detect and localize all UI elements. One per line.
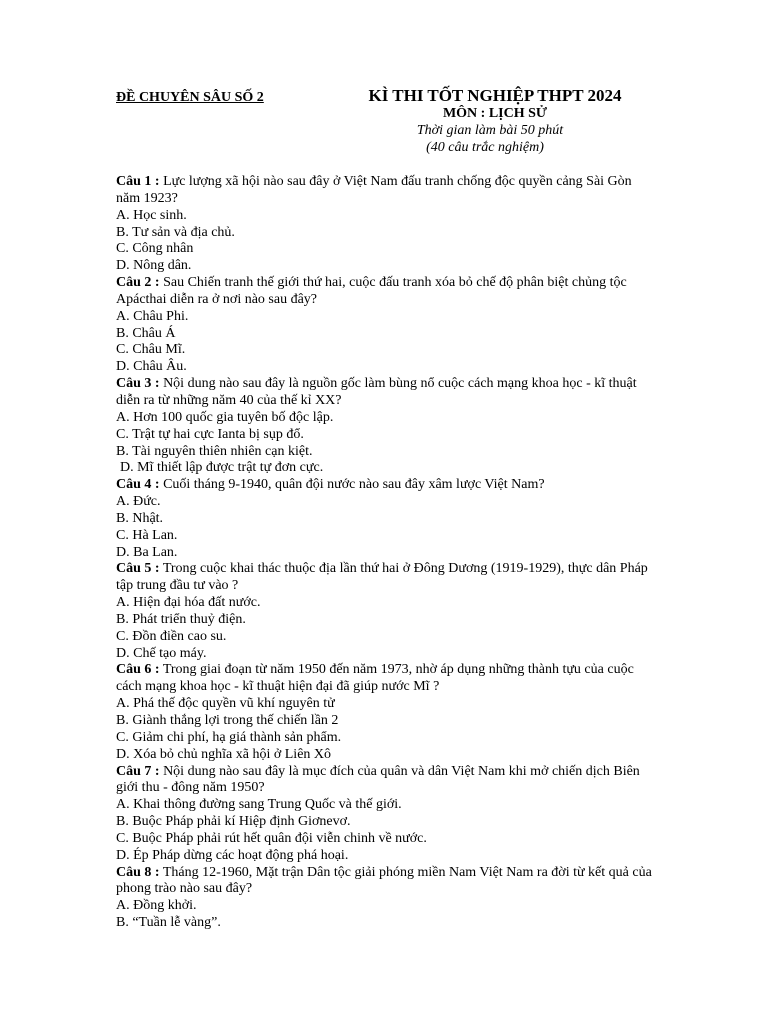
question-text: Cuối tháng 9-1940, quân đội nước nào sau đây xâm lược Việt Nam? — [163, 477, 545, 493]
answer-option: D. Nông dân. — [116, 258, 192, 274]
question-label: Câu 1 : — [116, 174, 160, 189]
subject-line: MÔN : LỊCH SỬ — [442, 106, 548, 121]
question-stem — [116, 275, 656, 309]
answer-option: C. Buộc Pháp phải rút hết quân đội viễn chinh về nước. — [116, 830, 427, 846]
answer-option: A. Học sinh. — [116, 207, 187, 223]
question-label: Câu 8 : — [116, 864, 160, 880]
question-list — [116, 174, 656, 932]
question-label: Câu 4 : — [116, 477, 160, 493]
question-stem — [116, 764, 656, 798]
question-stem — [116, 477, 656, 494]
answer-option: D. Xóa bỏ chủ nghĩa xã hội ở Liên Xô — [116, 746, 332, 762]
answer-option: B. Tư sản và địa chủ. — [116, 224, 235, 240]
question-text: Trong giai đoạn từ năm 1950 đến năm 1973, nhờ áp dụng những thành tựu của cuộc cách mạng khoa học - kĩ thuật hiện đại đã giúp nước Mĩ ? — [116, 662, 634, 695]
answer-option: D. Mĩ thiết lập được trật tự đơn cực. — [120, 460, 324, 476]
answer-option: B. Châu Á — [116, 325, 176, 341]
question-5 — [116, 561, 656, 662]
answer-option: A. Khai thông đường sang Trung Quốc và thế giới. — [116, 797, 402, 813]
question-text: Trong cuộc khai thác thuộc địa lần thứ hai ở Đông Dương (1919-1929), thực dân Pháp tập trung đầu tư vào ? — [116, 561, 648, 594]
question-text: Tháng 12-1960, Mặt trận Dân tộc giải phóng miền Nam Việt Nam ra đời từ kết quả của phong trào nào sau đây? — [116, 864, 652, 897]
time-allowed: Thời gian làm bài 50 phút — [416, 123, 564, 138]
question-stem — [116, 865, 656, 899]
question-stem — [116, 376, 656, 410]
question-label: Câu 7 : — [116, 763, 160, 779]
question-label: Câu 2 : — [116, 275, 160, 291]
answer-option: A. Hơn 100 quốc gia tuyên bố độc lập. — [116, 409, 334, 425]
question-3 — [116, 376, 656, 477]
answer-option: B. “Tuần lễ vàng”. — [116, 915, 221, 931]
answer-option: A. Hiện đại hóa đất nước. — [116, 595, 261, 611]
question-count: (40 câu trắc nghiệm) — [426, 140, 544, 155]
question-label: Câu 3 : — [116, 376, 160, 392]
answer-option: D. Châu Âu. — [116, 359, 187, 375]
question-stem — [116, 561, 656, 595]
question-label: Câu 6 : — [116, 662, 160, 678]
answer-option: D. Chế tạo máy. — [116, 645, 207, 661]
question-label: Câu 5 : — [116, 561, 160, 577]
exam-code-heading: ĐỀ CHUYÊN SÂU SỐ 2 — [116, 90, 264, 105]
answer-option: D. Ba Lan. — [116, 544, 178, 560]
exam-header-block — [300, 86, 670, 156]
answer-option: B. Buộc Pháp phải kí Hiệp định Giơnevơ. — [116, 814, 351, 830]
question-text: Nội dung nào sau đây là mục đích của quân và dân Việt Nam khi mở chiến dịch Biên giới thu - đông năm 1950? — [116, 763, 640, 796]
answer-option: B. Giành thắng lợi trong thế chiến lần 2 — [116, 713, 339, 728]
question-stem — [116, 662, 656, 696]
exam-title: KÌ THI TỐT NGHIỆP THPT 2024 — [368, 86, 622, 105]
answer-option: A. Đức. — [116, 494, 161, 510]
answer-option: D. Ép Pháp dừng các hoạt động phá hoại. — [116, 847, 349, 863]
question-text: Sau Chiến tranh thế giới thứ hai, cuộc đấu tranh xóa bỏ chế độ phân biệt chủng tộc Apácthai diễn ra ở nơi nào sau đây? — [116, 275, 627, 307]
question-6 — [116, 662, 656, 763]
question-stem — [116, 174, 656, 208]
question-1 — [116, 174, 656, 275]
answer-option: A. Châu Phi. — [116, 308, 189, 324]
answer-option: C. Trật tự hai cực Ianta bị sụp đổ. — [116, 426, 304, 442]
answer-option: C. Châu Mĩ. — [116, 342, 186, 358]
question-8 — [116, 865, 656, 932]
answer-option: A. Phá thế độc quyền vũ khí nguyên tử — [116, 696, 335, 712]
answer-option: B. Tài nguyên thiên nhiên cạn kiệt. — [116, 443, 313, 459]
answer-option: B. Phát triển thuỷ điện. — [116, 611, 246, 627]
question-4 — [116, 477, 656, 561]
answer-option: C. Đồn điền cao su. — [116, 628, 227, 644]
answer-option: C. Giảm chi phí, hạ giá thành sản phẩm. — [116, 729, 342, 745]
answer-option: A. Đồng khởi. — [116, 898, 197, 914]
answer-option: C. Hà Lan. — [116, 527, 178, 543]
question-text: Lực lượng xã hội nào sau đây ở Việt Nam đấu tranh chống độc quyền cảng Sài Gòn năm 1923? — [116, 174, 632, 206]
question-2 — [116, 275, 656, 376]
answer-option: B. Nhật. — [116, 510, 164, 526]
question-7 — [116, 764, 656, 865]
answer-option: C. Công nhân — [116, 241, 194, 257]
question-text: Nội dung nào sau đây là nguồn gốc làm bùng nổ cuộc cách mạng khoa học - kĩ thuật diễn ra từ những năm 40 của thế kỉ XX? — [116, 376, 637, 408]
